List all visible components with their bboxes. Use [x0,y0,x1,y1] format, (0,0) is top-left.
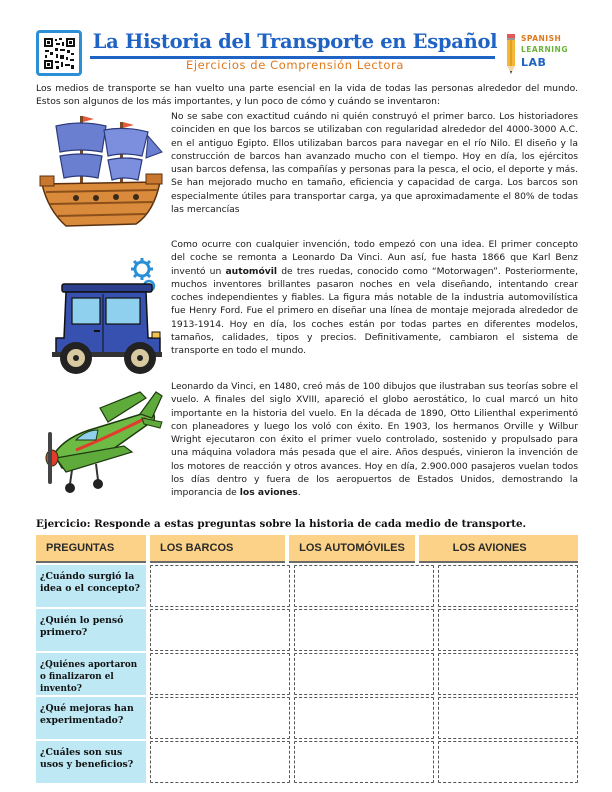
cars-keyword: automóvil [225,265,278,277]
table-row [36,741,578,783]
page-title: La Historia del Transporte en Español [92,30,498,53]
cars-text-before: Como ocurre con cualquier invención, todo empezó con una idea. El primer concepto del coche se remonta a Leonardo Da Vinci. Aun así, fue hasta 1866 que Karl Benz inventó un [171,239,578,277]
logo-word-3: LAB [521,56,547,69]
planes-keyword: los aviones [239,487,298,499]
boats-paragraph: No se sabe con exactitud cuándo ni quién construyó el primer barco. Los historiadores coinciden en que los barcos se utilizaban con regularidad alrededor del 4000-3000 A.C. en el antiguo Egipto. Ellos utilizaban barcos para navegar en el río Nilo. El diseño y la construcción de barcos han avanzado mucho con el tiempo. Hoy en día, los ejércitos usan barcos defensa, las compañías y personas para la pesca, el ocio, el deporte y más. Se han mejorado mucho en tamaño, eficiencia y capacidad de carga. Los barcos son especialmente útiles para transportar carga, ya que aproximadamente el 80% de todas las mercancías [171,111,578,216]
answer-cell-planes[interactable] [438,565,578,607]
exercise-table [36,535,578,783]
header-cars: LOS AUTOMÓVILES [289,535,414,563]
page-subtitle: Ejercicios de Comprensión Lectora [185,58,405,72]
answer-cell-planes[interactable] [438,741,578,783]
answer-cell-boats[interactable] [150,697,290,739]
cars-text-after: de tres ruedas, conocido como “Motorwagen”. Posteriormente, muchos inventores brillantes pasaron noches en vela diseñando, intentando crear coches independientes y fiables. La figura más notable de la industria automovilística fue Henry Ford. Fue el primero en diseñar una línea de montaje mejorada alrededor de 1913-1914. Hoy en día, los coches están por todas partes en diferentes modelos, tamaños, calidades, tipos y precios. Definitivamente, cambiaron el sistema de transporte en todo el mundo. [171,265,578,357]
answer-cell-cars[interactable] [294,565,434,607]
table-row [36,697,578,739]
answer-cell-planes[interactable] [438,697,578,739]
question-label: ¿Cuáles son sus usos y beneficios? [36,741,146,783]
question-label: ¿Cuándo surgió la idea o el concepto? [36,565,146,607]
planes-text-after: . [297,487,301,499]
table-row [36,609,578,651]
table-row [36,653,578,695]
answer-cell-boats[interactable] [150,741,290,783]
planes-text-before: Leonardo da Vinci, en 1480, creó más de 100 dibujos que ilustraban sus teorías sobre el vuelo. A finales del siglo XVIII, apareció el globo aerostático, lo cual marcó un hito importante en la historia del vuelo. En la década de 1890, Otto Lilienthal experimentó con planeadores y luego los voló con éxito. En 1903, los hermanos Orville y Wilbur Wright ejecutaron con éxito el primer vuelo controlado, sostenido y propulsado para una máquina voladora más pesada que el aire. Años después, vinieron la invención de los motores de reacción y otros avances. Hoy en día, 2.900.000 pasajeros vuelan todos los días dentro y fuera de los aeropuertos de Estados Unidos, demostrando la imporancia de [171,381,578,499]
cars-paragraph [171,238,578,376]
answer-cell-boats[interactable] [150,609,290,651]
answer-cell-planes[interactable] [438,653,578,695]
intro-paragraph: Los medios de transporte se han vuelto una parte esencial en la vida de todas las personas alrededor del mundo. Estos son algunos de los más importantes, y lun poco de cómo y cuándo se inventaron: [36,83,578,108]
question-label: ¿Quién lo pensó primero? [36,609,146,651]
pencil-icon [504,34,518,74]
question-label: ¿Qué mejoras han experimentado? [36,697,146,739]
answer-cell-cars[interactable] [294,697,434,739]
planes-paragraph [171,380,578,518]
answer-cell-boats[interactable] [150,565,290,607]
exercise-instruction: Ejercicio: Responde a estas preguntas sobre la historia de cada medio de transporte. [36,518,527,530]
question-label: ¿Quiénes aportaron o finalizaron el invento? [36,653,146,695]
table-row [36,565,578,607]
logo-word-1: SPANISH [521,34,562,43]
answer-cell-cars[interactable] [294,653,434,695]
ship-illustration [36,112,166,234]
logo-word-2: LEARNING [521,45,568,54]
answer-cell-cars[interactable] [294,741,434,783]
header-boats: LOS BARCOS [150,535,285,563]
table-header-row [36,535,578,563]
airplane-illustration [36,388,166,500]
qr-code-icon [36,30,82,76]
header-planes: LOS AVIONES [419,535,578,563]
answer-cell-cars[interactable] [294,609,434,651]
answer-cell-boats[interactable] [150,653,290,695]
car-illustration [48,280,166,376]
gear-icon [131,258,153,280]
answer-cell-planes[interactable] [438,609,578,651]
header-questions: PREGUNTAS [36,535,146,563]
spanish-learning-lab-logo [504,32,576,76]
